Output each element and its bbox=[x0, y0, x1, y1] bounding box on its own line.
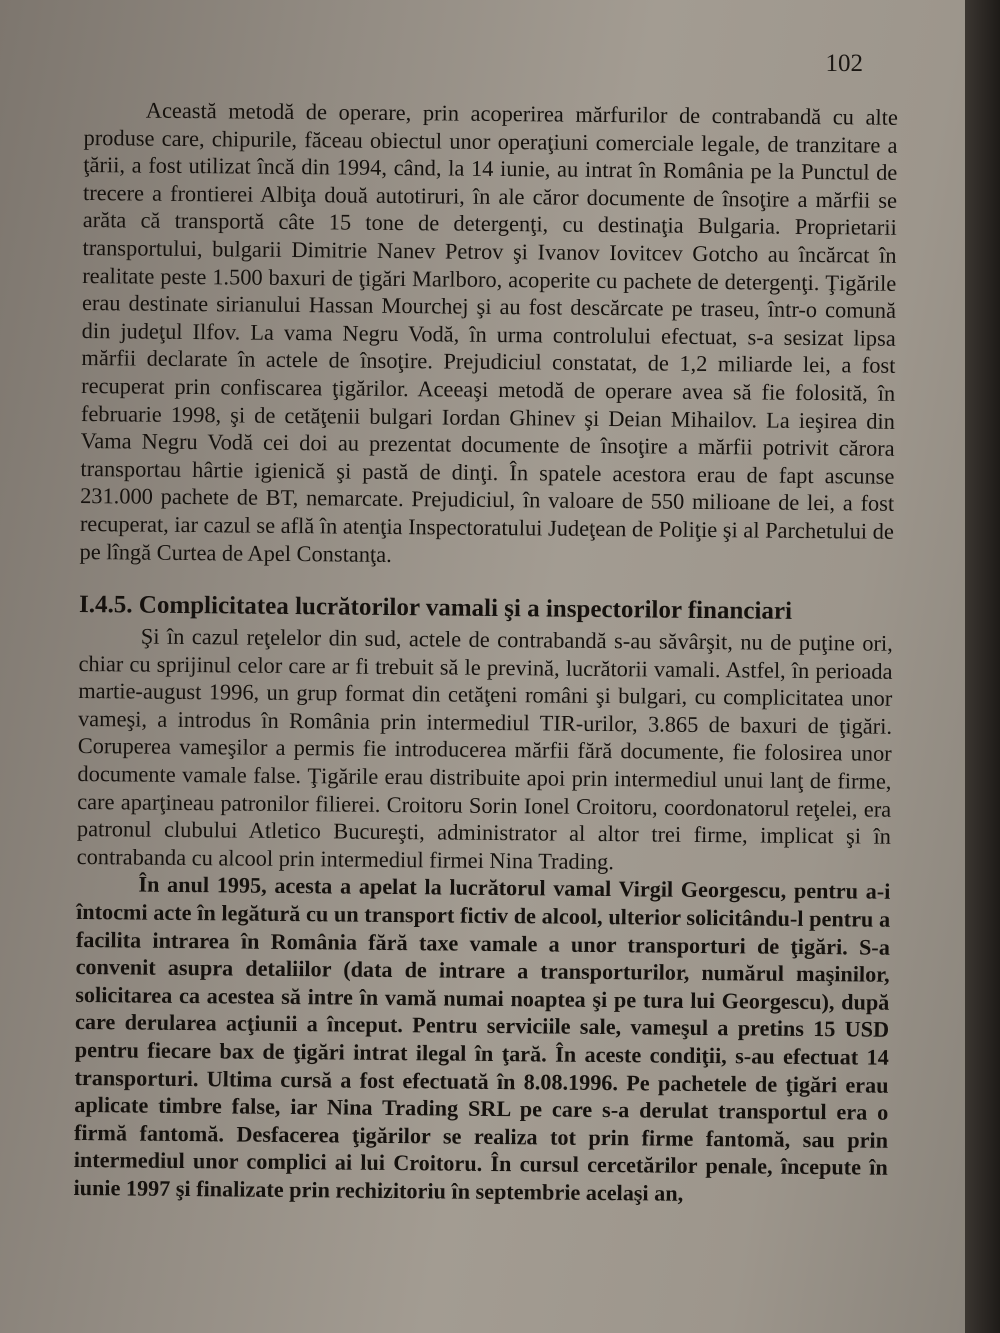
page-number: 102 bbox=[825, 50, 863, 77]
background-edge bbox=[965, 0, 1000, 1333]
page-text bbox=[73, 96, 898, 1209]
section-heading: I.4.5. Complicitatea lucrătorilor vamali şi a inspectorilor financiari bbox=[78, 591, 793, 625]
paragraph-3: În anul 1995, acesta a apelat la lucrătorul vamal Virgil Georgescu, pentru a-i întocmi acte în legătură cu un transport fictiv de alcool, ulterior solicitându-l pentru a facilita intrarea în România fără taxe vamale a unor transporturi de ţigări. S-a convenit asupra detaliilor (data de intrare a transporturilor, numărul maşinilor, solicitarea ca acestea să intre în vamă numai noaptea şi pe tura lui Georgescu), după care derularea acţiunii a început. Pentru serviciile sale, vameşul a pretins 15 USD pentru fiecare bax de ţigări intrat ilegal în ţară. În aceste condiţii, s-au efectuat 14 transporturi. Ultima cursă a fost efectuată în 8.08.1996. Pe pachetele de ţigări erau aplicate timbre false, iar Nina Trading SRL pe care s-a derulat transportul era o firmă fantomă. Desfacerea ţigărilor se realiza tot prin firme fantomă, sau prin intermediul unor complici ai lui Croitoru. În cursul cercetărilor penale, începute în iunie 1997 şi finalizate prin rechizitoriu în septembrie acelaşi an, bbox=[73, 871, 891, 1206]
paragraph-2: Şi în cazul reţelelor din sud, actele de contrabandă s-au săvârşit, nu de puţine ori, chiar cu sprijinul celor care ar fi trebuit să le prevină, lucrătorii vamali. Astfel, în perioada martie-august 1996, un grup format din cetăţeni români şi bulgari, cu complicitatea unor vameşi, a introdus în România prin intermediul TIR-urilor, 3.865 de baxuri de ţigări. Coruperea vameşilor a permis fie introducerea mărfii fără documente, fie folosirea unor documente vamale false. Ţigările erau distribuite apoi prin intermediul unui lanţ de firme, care aparţineau patronilor filierei. Croitoru Sorin Ionel Croitoru, coordonatorul reţelei, era patronul clubului Atletico Bucureşti, administrator al altor trei firme, implicat şi în contrabanda cu alcool prin intermediul firmei Nina Trading. bbox=[76, 623, 893, 874]
paragraph-1: Această metodă de operare, prin acoperirea mărfurilor de contrabandă cu alte produse care, chipurile, făceau obiectul unor operaţiuni comerciale legale, de tranzitare a ţării, a fost utilizat încă din 1994, când, la 14 iunie, au intrat în România pe la Punctul de trecere a frontierei Albiţa două autotiruri, în ale căror documente de însoţire a mărfii se arăta că transportă câte 15 tone de detergenţi, cu destinaţia Bulgaria. Proprietarii transportului, bulgarii Dimitrie Nanev Petrov şi Ivanov Iovitcev Gotcho au încărcat în realitate peste 1.500 baxuri de ţigări Marlboro, acoperite cu pachete de detergenţi. Ţigările erau destinate sirianului Hassan Mourchej şi au fost descărcate pe traseu, într-o comună din judeţul Ilfov. La vama Negru Vodă, în urma controlului efectuat, s-a sesizat lipsa mărfii declarate în actele de însoţire. Prejudiciul constatat, de 1,2 miliarde lei, a fost recuperat prin confiscarea ţigărilor. Aceeaşi metodă de operare avea să fie folosită, în februarie 1998, şi de cetăţenii bulgari Iordan Ghinev şi Deian Mihailov. La ieşirea din Vama Negru Vodă cei doi au prezentat documente de însoţire a mărfii potrivit cărora transportau hârtie igienică şi pastă de dinţi. În spatele acestora erau de fapt ascunse 231.000 pachete de BT, nemarcate. Prejudiciul, în valoare de 550 milioane de lei, a fost recuperat, iar cazul se află în atenţia Inspectoratului Judeţean de Poliţie şi al Parchetului de pe lîngă Curtea de Apel Constanţa. bbox=[79, 97, 898, 567]
